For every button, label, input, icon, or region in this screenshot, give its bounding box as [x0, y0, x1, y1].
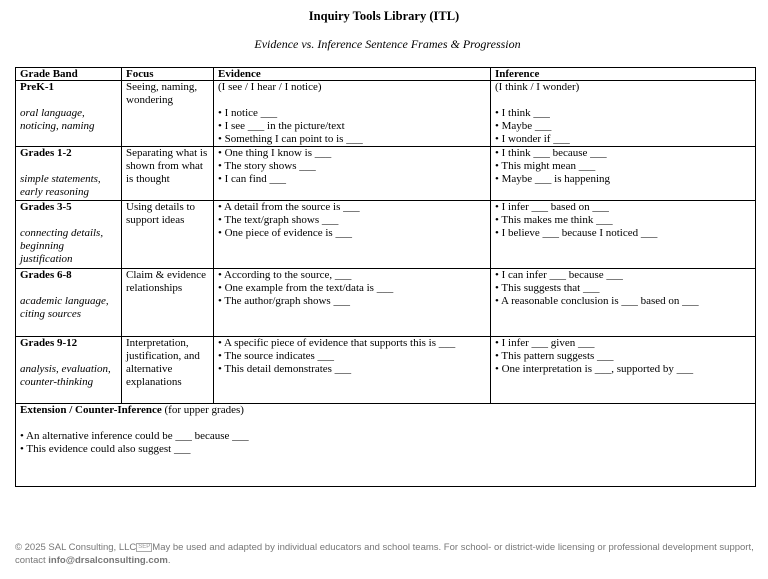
inference-cell: [491, 201, 756, 269]
focus-cell: Using details to support ideas: [122, 201, 214, 269]
inference-frame: • Maybe ___: [495, 120, 552, 132]
inference-cell: [491, 269, 756, 337]
focus-cell: Separating what is shown from what is thought: [122, 147, 214, 201]
extension-note: (for upper grades): [164, 404, 244, 416]
evidence-cell: [214, 201, 491, 269]
evidence-frame: • A detail from the source is ___: [218, 201, 360, 213]
grade-band-name: Grades 1-2: [20, 147, 72, 159]
header-evidence: Evidence: [214, 68, 491, 81]
extension-frame: • This evidence could also suggest ___: [20, 443, 191, 455]
evidence-cell: [214, 269, 491, 337]
inference-frame: • A reasonable conclusion is ___ based on ___: [495, 295, 699, 307]
table-row: [16, 81, 756, 147]
header-focus: Focus: [122, 68, 214, 81]
table-row: [16, 337, 756, 404]
inference-frame: • This pattern suggests ___: [495, 350, 614, 362]
inference-frame: • I wonder if ___: [495, 133, 570, 145]
table-header-row: [16, 68, 756, 81]
footer-email-link[interactable]: info@drsalconsulting.com: [48, 555, 168, 566]
focus-cell: Interpretation, justification, and alternative explanations: [122, 337, 214, 404]
grade-band-cell: [16, 201, 122, 269]
footer: [15, 541, 755, 567]
grade-band-name: Grades 3-5: [20, 201, 72, 213]
extension-cell: [16, 404, 756, 487]
evidence-frame: • According to the source, ___: [218, 269, 352, 281]
grade-band-description: analysis, evaluation, counter-thinking: [20, 363, 111, 388]
extension-title: Extension / Counter-Inference: [20, 404, 162, 416]
grade-band-description: simple statements, early reasoning: [20, 173, 101, 198]
header-grade-band: Grade Band: [16, 68, 122, 81]
evidence-cell: [214, 147, 491, 201]
footer-end: .: [167, 555, 171, 566]
grade-band-name: Grades 6-8: [20, 269, 72, 281]
inference-frame: • One interpretation is ___, supported by ___: [495, 363, 694, 375]
evidence-cell: [214, 337, 491, 404]
grade-band-name: PreK-1: [20, 81, 55, 93]
separator-icon: SEP: [138, 543, 151, 550]
evidence-frame: • Something I can point to is ___: [218, 133, 363, 145]
focus-cell: Seeing, naming, wondering: [122, 81, 214, 147]
evidence-frame: • I notice ___: [218, 107, 278, 119]
evidence-cell: [214, 81, 491, 147]
evidence-frame: • This detail demonstrates ___: [218, 363, 352, 375]
grade-band-cell: [16, 269, 122, 337]
evidence-frame: • I see ___ in the picture/text: [218, 120, 345, 132]
evidence-frame: • One piece of evidence is ___: [218, 227, 352, 239]
evidence-frame: • The story shows ___: [218, 160, 316, 172]
table-row: [16, 269, 756, 337]
header-inference: Inference: [491, 68, 756, 81]
extension-frame: • An alternative inference could be ___ because ___: [20, 430, 249, 442]
evidence-frame: • A specific piece of evidence that supports this is ___: [218, 337, 456, 349]
grade-band-cell: [16, 337, 122, 404]
inference-cell: [491, 81, 756, 147]
inference-frame: • Maybe ___ is happening: [495, 173, 611, 185]
grade-band-description: academic language, citing sources: [20, 295, 109, 320]
focus-cell: Claim & evidence relationships: [122, 269, 214, 337]
inference-frame: • I can infer ___ because ___: [495, 269, 623, 281]
grade-band-description: connecting details, beginning justification: [20, 227, 104, 265]
evidence-frame: • The text/graph shows ___: [218, 214, 339, 226]
inference-frame: • I believe ___ because I noticed ___: [495, 227, 658, 239]
inference-frame: • I infer ___ given ___: [495, 337, 595, 349]
inference-frame: • This might mean ___: [495, 160, 596, 172]
extension-row: [16, 404, 756, 487]
inference-intro: (I think / I wonder): [495, 81, 580, 93]
evidence-frame: • One thing I know is ___: [218, 147, 332, 159]
grade-band-description: oral language, noticing, naming: [20, 107, 95, 132]
evidence-frame: • One example from the text/data is ___: [218, 282, 394, 294]
inference-frame: • This makes me think ___: [495, 214, 613, 226]
progression-table: [15, 67, 756, 487]
table-row: [16, 147, 756, 201]
inference-frame: • This suggests that ___: [495, 282, 600, 294]
grade-band-cell: [16, 147, 122, 201]
page-title: Inquiry Tools Library (ITL): [308, 9, 460, 23]
inference-frame: • I think ___ because ___: [495, 147, 607, 159]
footer-copyright: © 2025 SAL Consulting, LLC: [15, 542, 137, 553]
grade-band-name: Grades 9-12: [20, 337, 78, 349]
evidence-intro: (I see / I hear / I notice): [218, 81, 322, 93]
table-row: [16, 201, 756, 269]
inference-frame: • I infer ___ based on ___: [495, 201, 609, 213]
evidence-frame: • I can find ___: [218, 173, 286, 185]
inference-cell: [491, 337, 756, 404]
evidence-frame: • The author/graph shows ___: [218, 295, 350, 307]
evidence-frame: • The source indicates ___: [218, 350, 335, 362]
grade-band-cell: [16, 81, 122, 147]
inference-cell: [491, 147, 756, 201]
footer-text: May be used and adapted by individual educators and school teams. For school- or district-wide licensing or professional development support, contact: [15, 542, 754, 566]
inference-frame: • I think ___: [495, 107, 550, 119]
page-subtitle: Evidence vs. Inference Sentence Frames & Progression: [254, 37, 521, 51]
